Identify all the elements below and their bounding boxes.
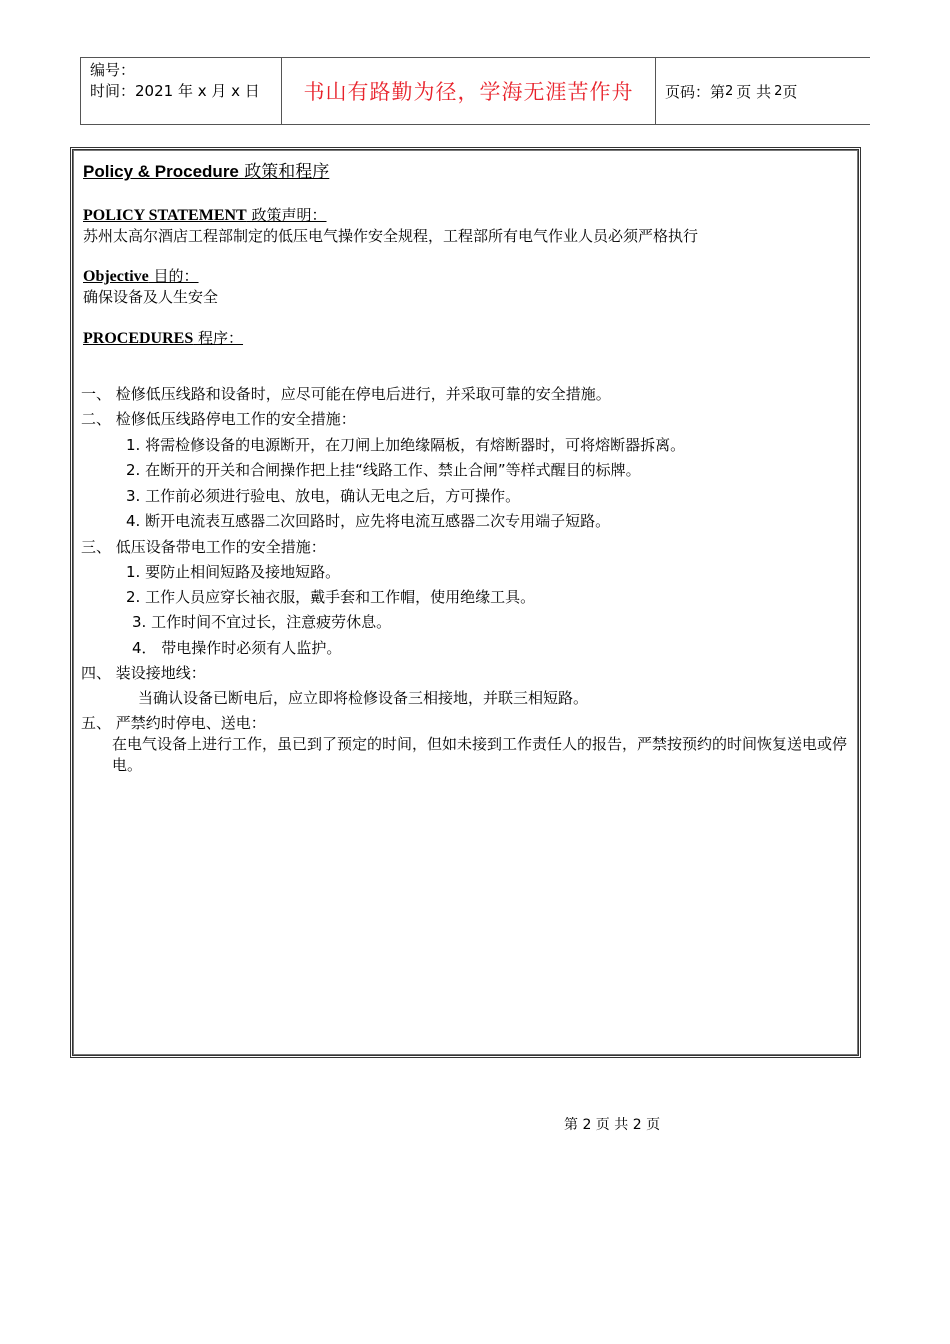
page-mid: 页 共 xyxy=(736,82,772,101)
objective-text: 确保设备及人生安全 xyxy=(83,288,219,306)
procedure-subitem: 2. 工作人员应穿长袖衣服，戴手套和工作帽，使用绝缘工具。 xyxy=(126,588,536,606)
page-total: 2 xyxy=(774,83,783,99)
procedure-item-4: 四、 装设接地线： xyxy=(81,664,206,682)
procedure-item-2: 二、 检修低压线路停电工作的安全措施： xyxy=(81,410,356,428)
procedure-item-3: 三、 低压设备带电工作的安全措施： xyxy=(81,538,326,556)
procedures-heading: PROCEDURES 程序： xyxy=(83,329,244,347)
procedure-subitem: 3. 工作时间不宜过长，注意疲劳休息。 xyxy=(132,613,392,631)
header-table xyxy=(80,57,870,125)
procedure-subitem: 1. 将需检修设备的电源断开，在刀闸上加绝缘隔板，有熔断器时，可将熔断器拆离。 xyxy=(126,436,686,454)
page-suffix: 页 xyxy=(782,82,798,101)
procedure-item-4-text: 当确认设备已断电后，应立即将检修设备三相接地，并联三相短路。 xyxy=(138,689,589,707)
motto-cell xyxy=(282,58,656,124)
procedure-subitem: 4. 断开电流表互感器二次回路时，应先将电流互感器二次专用端子短路。 xyxy=(126,512,611,530)
time-line xyxy=(90,81,281,102)
serial-label: 编号： xyxy=(90,61,136,79)
procedure-subitem: 2. 在断开的开关和合闸操作把上挂“线路工作、禁止合闸”等样式醒目的标牌。 xyxy=(126,461,641,479)
page-info-cell xyxy=(656,58,870,124)
procedure-item-5: 五、 严禁约时停电、送电： xyxy=(81,714,266,732)
procedure-subitem: 4． 带电操作时必须有人监护。 xyxy=(132,639,342,657)
document-box xyxy=(70,147,861,1058)
procedure-subitem: 3. 工作前必须进行验电、放电，确认无电之后，方可操作。 xyxy=(126,487,521,505)
procedure-subitem: 1. 要防止相间短路及接地短路。 xyxy=(126,563,341,581)
page-prefix: 页码：第 xyxy=(665,82,726,101)
procedure-item-1: 一、 检修低压线路和设备时，应尽可能在停电后进行，并采取可靠的安全措施。 xyxy=(81,385,611,403)
time-prefix: 时间： xyxy=(90,82,136,100)
policy-text: 苏州太高尔酒店工程部制定的低压电气操作安全规程，工程部所有电气作业人员必须严格执行 xyxy=(83,227,699,245)
document-title: Policy & Procedure 政策和程序 xyxy=(83,162,330,182)
page-number: 2 xyxy=(725,83,734,99)
page-footer: 第 2 页 共 2 页 xyxy=(564,1117,661,1133)
policy-heading: POLICY STATEMENT 政策声明： xyxy=(83,206,327,224)
motto-text: 书山有路勤为径，学海无涯苦作舟 xyxy=(303,80,634,104)
objective-heading: Objective 目的： xyxy=(83,267,199,285)
time-year: 2021 xyxy=(135,82,174,100)
procedure-item-5-text: 在电气设备上进行工作，虽已到了预定的时间，但如未接到工作责任人的报告，严禁按预约的时间恢复送电或停电。 xyxy=(112,735,848,774)
header-info-cell xyxy=(81,58,282,124)
time-rest: 年 x 月 x 日 xyxy=(177,82,260,100)
